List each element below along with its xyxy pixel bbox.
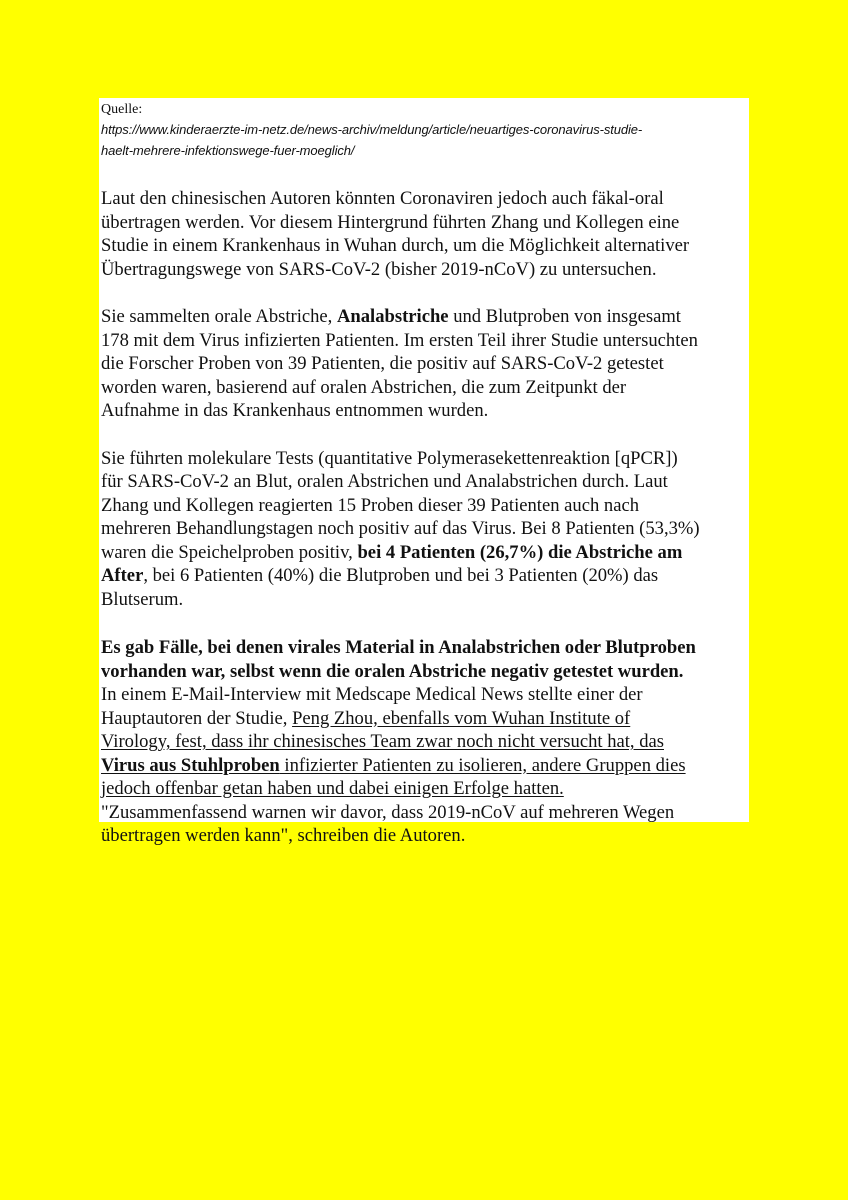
paragraph-4-line: "Zusammenfassend warnen wir davor, dass 2019-nCoV auf mehreren Wegen xyxy=(101,801,675,823)
paragraph-2-line: Aufnahme in das Krankenhaus entnommen wurden. xyxy=(101,400,489,421)
paragraph-4 xyxy=(101,636,749,848)
paragraph-3-line: Zhang und Kollegen reagierten 15 Proben dieser 39 Patienten auch nach xyxy=(101,494,640,516)
bold-highlight: bei 4 Patienten (26,7%) die Abstriche am xyxy=(357,541,683,563)
paragraph-3 xyxy=(101,447,749,612)
paragraph-1-line: Übertragungswege von SARS-CoV-2 (bisher 2019-nCoV) zu untersuchen. xyxy=(101,258,657,280)
paragraph-2-line xyxy=(101,305,749,329)
paragraph-3-line: für SARS-CoV-2 an Blut, oralen Abstrichen und Analabstrichen durch. Laut xyxy=(101,471,668,492)
paragraph-4-line xyxy=(101,707,749,731)
underlined-quote: Peng Zhou, ebenfalls vom Wuhan Institute of xyxy=(292,707,631,729)
text-span: und Blutproben von insgesamt xyxy=(448,306,681,327)
paragraph-3-line xyxy=(101,541,749,565)
paragraph-1 xyxy=(101,187,749,281)
source-label: Quelle: xyxy=(101,102,143,117)
article-text-box xyxy=(99,98,749,846)
text-span: Sie sammelten orale Abstriche, xyxy=(101,306,337,327)
paragraph-3-line xyxy=(101,564,749,588)
paragraph-1-line: übertragen werden. Vor diesem Hintergrund führten Zhang und Kollegen eine xyxy=(101,211,680,233)
source-url-line-1[interactable]: https://www.kinderaerzte-im-netz.de/news-archiv/meldung/article/neuartiges-coronavirus-studie- xyxy=(101,122,643,137)
underlined-quote: infizierter Patienten zu isolieren, andere Gruppen dies xyxy=(279,754,686,776)
paragraph-3-line: Sie führten molekulare Tests (quantitative Polymerasekettenreaktion [qPCR]) xyxy=(101,447,678,469)
source-url-line-2[interactable]: haelt-mehrere-infektionswege-fuer-moeglich/ xyxy=(101,143,355,158)
paragraph-4-line xyxy=(101,730,749,754)
bold-highlight: After xyxy=(101,565,144,586)
paragraph-4-line xyxy=(101,754,749,778)
paragraph-1-line: Laut den chinesischen Autoren könnten Coronaviren jedoch auch fäkal-oral xyxy=(101,188,664,209)
paragraph-2-line: worden waren, basierend auf oralen Abstrichen, die zum Zeitpunkt der xyxy=(101,376,627,398)
text-span: waren die Speichelproben positiv, xyxy=(101,541,358,563)
paragraph-3-line: Blutserum. xyxy=(101,588,184,610)
bold-lead-line: Es gab Fälle, bei denen virales Material in Analabstrichen oder Blutproben xyxy=(101,637,696,658)
paragraph-1-line: Studie in einem Krankenhaus in Wuhan durch, um die Möglichkeit alternativer xyxy=(101,235,690,256)
paragraph-2-line: die Forscher Proben von 39 Patienten, die positiv auf SARS-CoV-2 getestet xyxy=(101,353,664,374)
paragraph-4-line xyxy=(101,777,749,801)
underlined-quote: jedoch offenbar getan haben und dabei einigen Erfolge hatten. xyxy=(101,778,564,799)
paragraph-2-line: 178 mit dem Virus infizierten Patienten. Im ersten Teil ihrer Studie untersuchten xyxy=(101,329,698,351)
bold-term-analabstriche: Analabstriche xyxy=(336,306,449,327)
paragraph-3-line: mehreren Behandlungstagen noch positiv auf das Virus. Bei 8 Patienten (53,3%) xyxy=(101,518,700,539)
paragraph-4-line: übertragen werden kann", schreiben die Autoren. xyxy=(101,825,466,846)
underlined-bold-term: Virus aus Stuhlproben xyxy=(101,754,280,776)
source-url[interactable] xyxy=(101,119,749,161)
underlined-quote: Virology, fest, dass ihr chinesisches Team zwar noch nicht versucht hat, das xyxy=(101,731,664,752)
bold-lead-line: vorhanden war, selbst wenn die oralen Abstriche negativ getestet wurden. xyxy=(101,660,684,682)
text-span: Hauptautoren der Studie, xyxy=(101,707,293,729)
text-span: , bei 6 Patienten (40%) die Blutproben und bei 3 Patienten (20%) das xyxy=(143,565,659,586)
paragraph-2 xyxy=(101,305,749,423)
paragraph-4-line: In einem E-Mail-Interview mit Medscape Medical News stellte einer der xyxy=(101,684,643,705)
